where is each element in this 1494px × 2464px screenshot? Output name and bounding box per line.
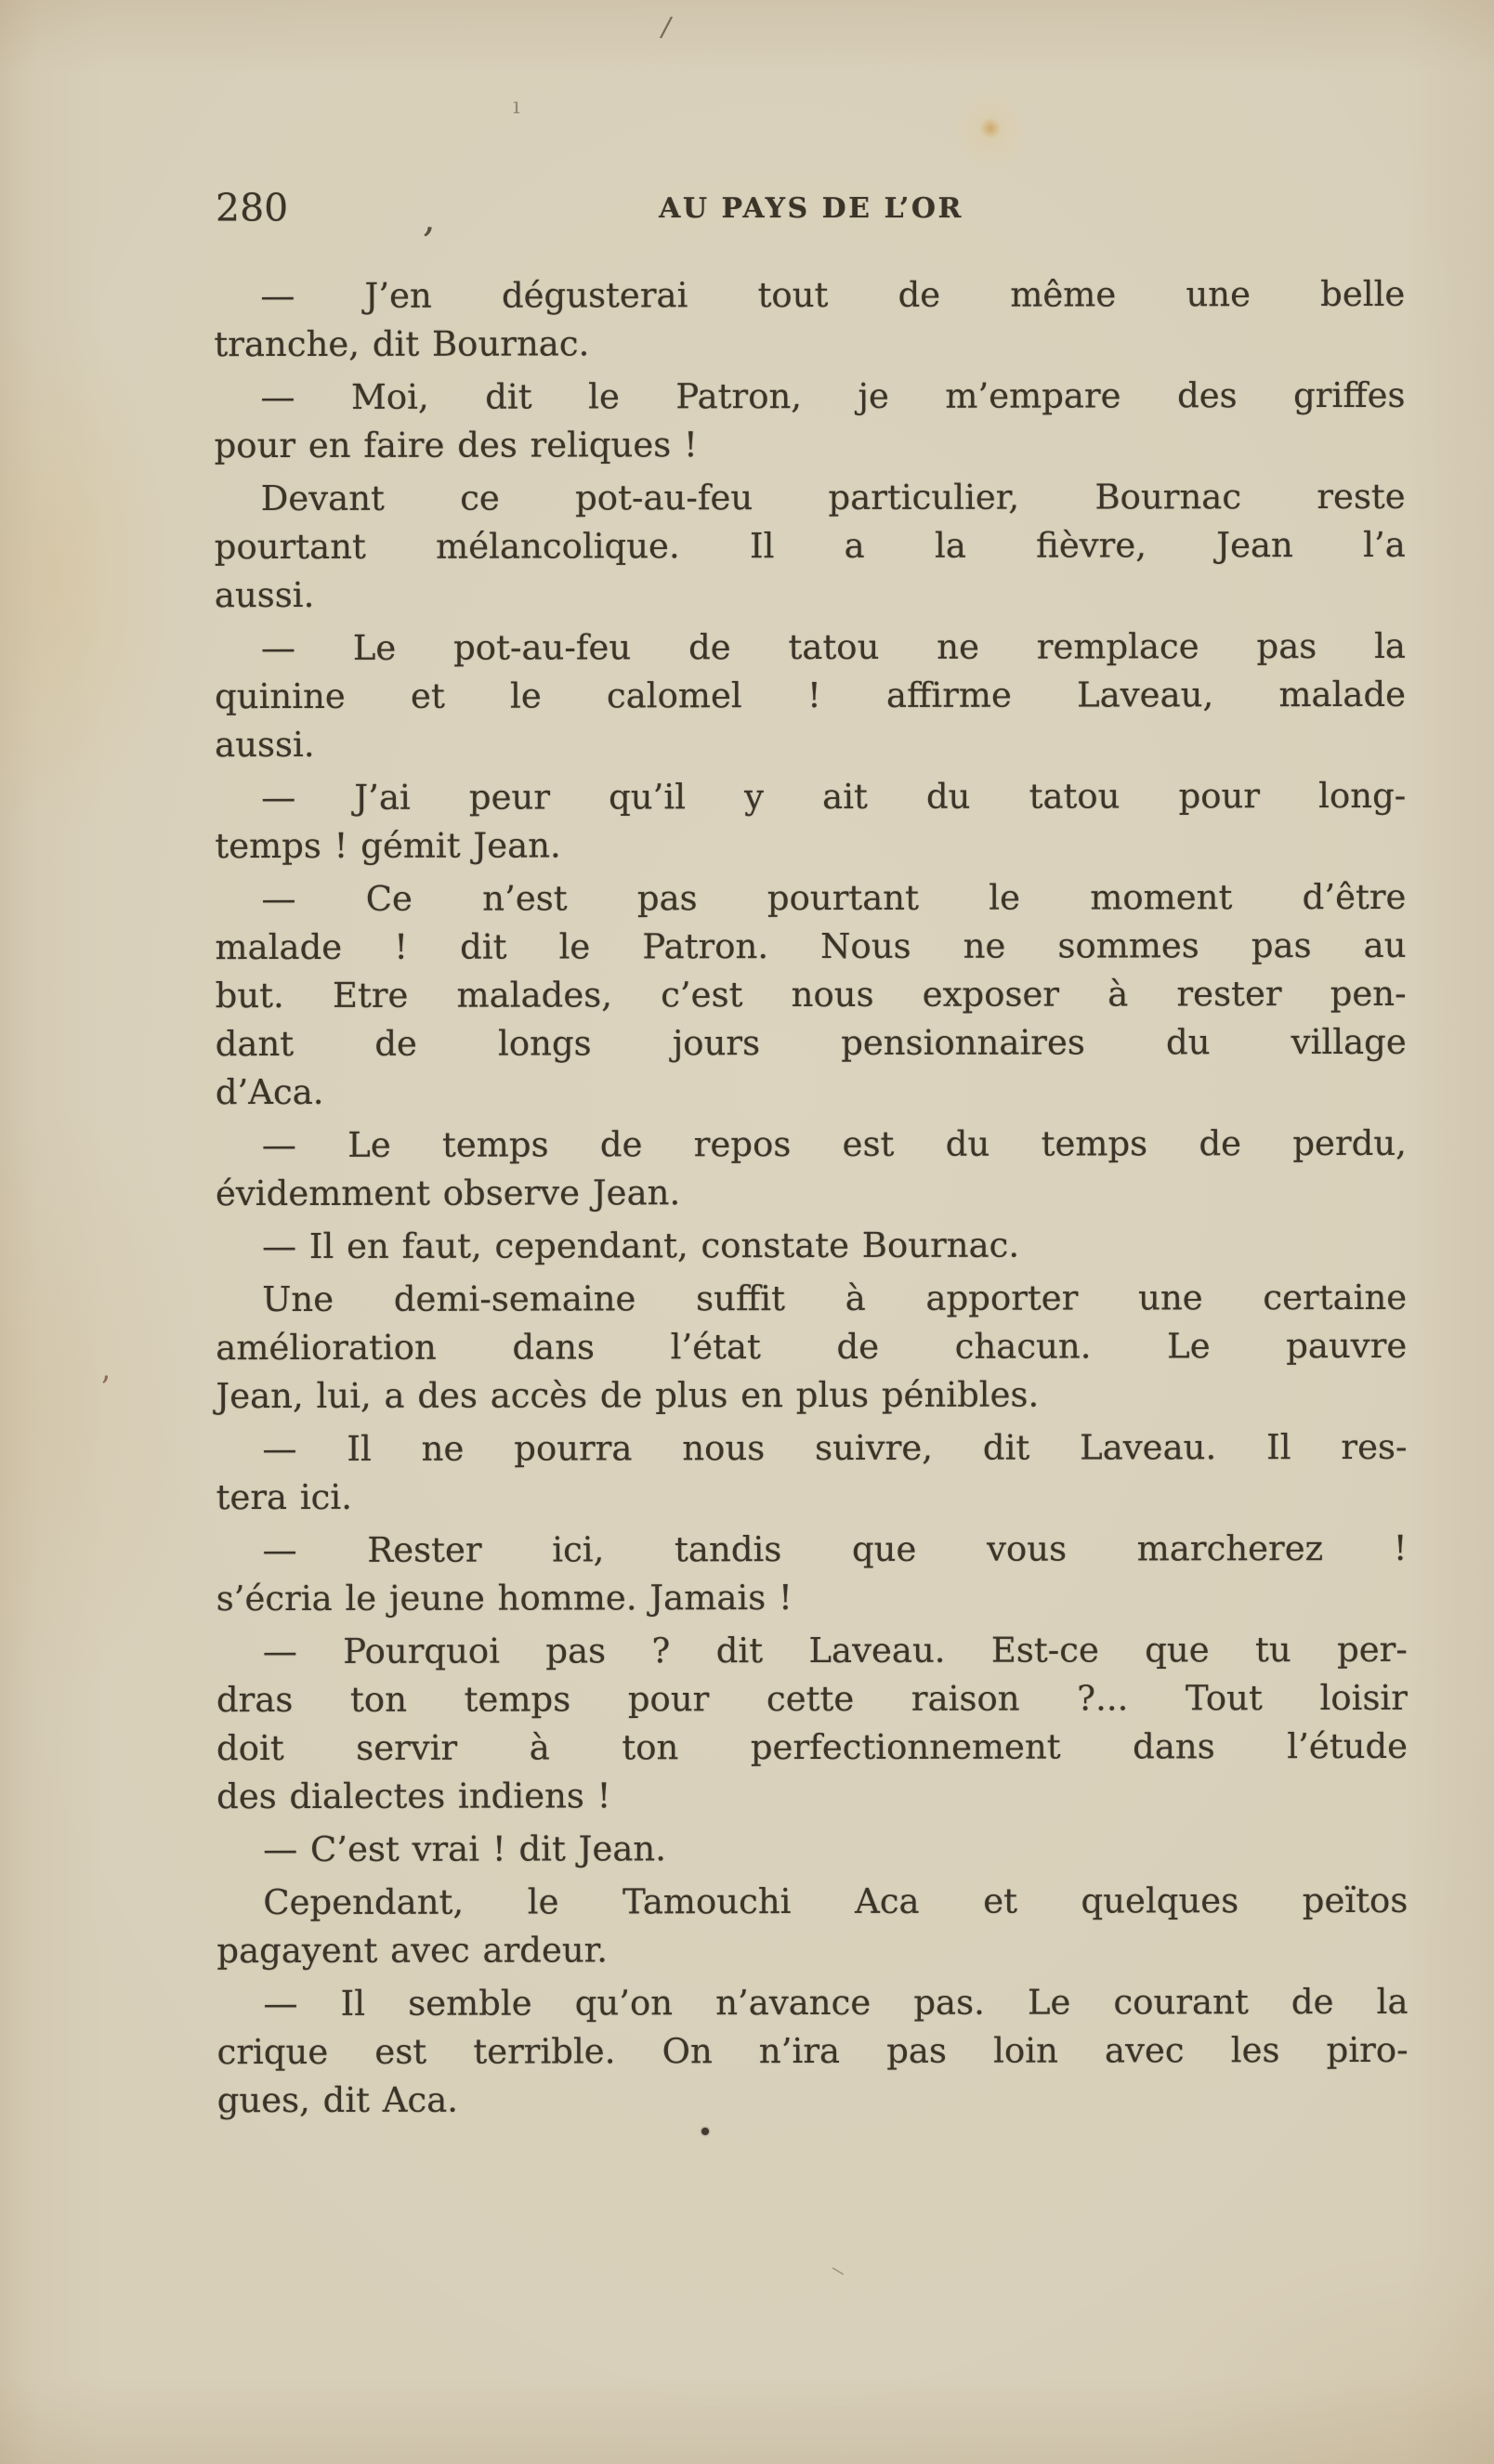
text-line: pourtant mélancolique. Il a la fièvre, Jean l’a bbox=[214, 524, 1406, 568]
paragraph bbox=[216, 1221, 1407, 1271]
paragraph bbox=[216, 1978, 1408, 2125]
text-line: dras ton temps pour cette raison ?... Tout loisir bbox=[216, 1677, 1408, 1721]
text-line: gues, dit Aca. bbox=[216, 2079, 459, 2121]
ink-speck-apostrophe: ’ bbox=[416, 218, 437, 268]
text-line: but. Etre malades, c’est nous exposer à rester pen- bbox=[215, 973, 1407, 1016]
paragraph bbox=[215, 873, 1406, 1117]
paragraph bbox=[216, 1274, 1407, 1421]
paragraph bbox=[216, 1877, 1408, 1975]
page-header bbox=[216, 186, 1407, 232]
text-line: — Moi, dit le Patron, je m’empare des griffes bbox=[260, 374, 1406, 418]
text-line: pagayent avec ardeur. bbox=[216, 1930, 609, 1972]
text-line: — Il ne pourra nous suivre, dit Laveau. Il res- bbox=[262, 1426, 1408, 1470]
text-line: aussi. bbox=[215, 724, 315, 766]
ink-speck-slash: / bbox=[659, 10, 675, 45]
text-line: — Il semble qu’on n’avance pas. Le courant de la bbox=[263, 1981, 1409, 2025]
paragraph bbox=[215, 623, 1406, 769]
text-line: aussi. bbox=[214, 574, 315, 616]
text-line: temps ! gémit Jean. bbox=[215, 825, 561, 867]
text-line: — J’ai peur qu’il y ait du tatou pour long- bbox=[261, 775, 1407, 819]
paragraph bbox=[215, 772, 1406, 871]
text-line: tera ici. bbox=[216, 1476, 353, 1518]
text-line: — C’est vrai ! dit Jean. bbox=[263, 1828, 667, 1870]
text-line: — J’en dégusterai tout de même une belle bbox=[260, 273, 1406, 317]
ink-speck-scratch: ⸌ bbox=[829, 2259, 849, 2293]
text-line: — Pourquoi pas ? dit Laveau. Est-ce que tu per- bbox=[262, 1629, 1408, 1672]
text-line: pour en faire des reliques ! bbox=[214, 425, 698, 466]
text-line: quinine et le calomel ! affirme Laveau, malade bbox=[215, 674, 1407, 717]
paragraph bbox=[216, 1120, 1407, 1218]
ink-speck-margin-comma: ’ bbox=[100, 1370, 111, 1407]
paragraph bbox=[216, 1626, 1408, 1821]
text-line: dant de longs jours pensionnaires du village bbox=[215, 1021, 1407, 1065]
page-number: 280 bbox=[216, 186, 289, 230]
paragraph bbox=[214, 372, 1405, 470]
text-line: — Le temps de repos est du temps de perdu, bbox=[261, 1122, 1407, 1166]
text-line: Devant ce pot-au-feu particulier, Bournac reste bbox=[260, 476, 1406, 519]
text-line: — Ce n’est pas pourtant le moment d’être bbox=[261, 876, 1407, 920]
text-line: Cependant, le Tamouchi Aca et quelques peïtos bbox=[263, 1880, 1409, 1923]
text-line: d’Aca. bbox=[215, 1071, 324, 1113]
text-line: — Rester ici, tandis que vous marcherez ! bbox=[262, 1527, 1408, 1571]
paragraph bbox=[216, 1824, 1408, 1874]
text-line: — Le pot-au-feu de tatou ne remplace pas la bbox=[260, 625, 1406, 669]
text-line: tranche, dit Bournac. bbox=[214, 323, 590, 365]
text-line: évidemment observe Jean. bbox=[215, 1173, 681, 1214]
text-line: s’écria le jeune homme. Jamais ! bbox=[216, 1578, 793, 1619]
paragraph bbox=[216, 1423, 1407, 1522]
text-line: amélioration dans l’état de chacun. Le pauvre bbox=[216, 1325, 1408, 1369]
text-line: malade ! dit le Patron. Nous ne sommes pas au bbox=[215, 924, 1407, 968]
paragraph bbox=[215, 473, 1406, 620]
ink-dot bbox=[701, 2128, 709, 2135]
text-line: Une demi-semaine suffit à apporter une certaine bbox=[262, 1277, 1408, 1320]
page-text bbox=[214, 270, 1408, 2130]
text-line: des dialectes indiens ! bbox=[216, 1776, 611, 1817]
ink-speck-tick: ı bbox=[513, 93, 520, 119]
text-line: — Il en faut, cependant, constate Bournac. bbox=[262, 1225, 1020, 1267]
text-line: crique est terrible. On n’ira pas loin avec les piro- bbox=[216, 2029, 1409, 2073]
running-title: AU PAYS DE L’OR bbox=[659, 192, 963, 225]
paragraph bbox=[214, 270, 1405, 369]
text-line: doit servir à ton perfectionnement dans l’étude bbox=[216, 1725, 1409, 1769]
text-line: Jean, lui, a des accès de plus en plus pénibles. bbox=[216, 1374, 1040, 1417]
paragraph bbox=[216, 1525, 1408, 1623]
